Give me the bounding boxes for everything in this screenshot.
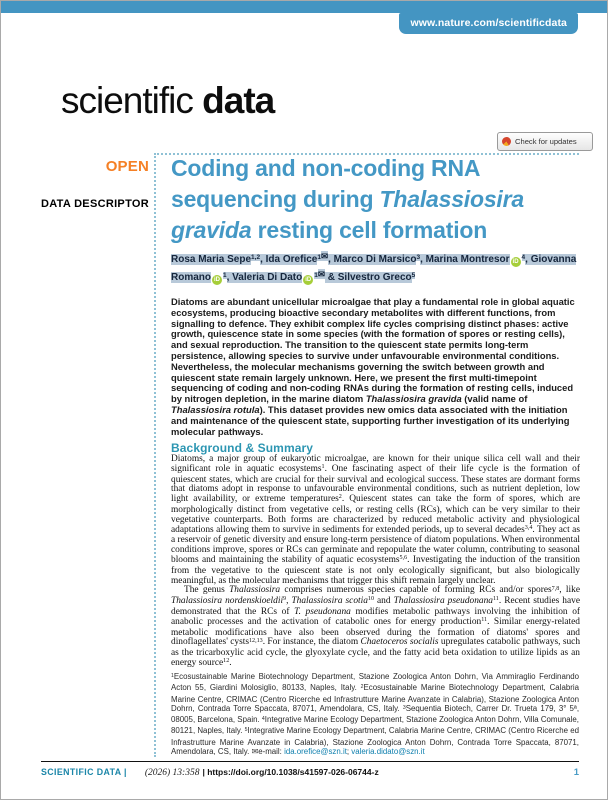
text-segment: Thalassiosira scotia [291,596,368,607]
text-segment: 10 [367,596,375,603]
text-segment: Thalassiosira pseudonana [393,596,493,607]
data-descriptor-label: DATA DESCRIPTOR [41,198,149,210]
check-for-updates-button[interactable] [497,132,593,151]
text-segment: 4 [521,254,526,262]
background-summary-heading: Background & Summary [171,441,314,455]
footer-citation: (2026) 13:358 [144,768,200,778]
authors-line [171,251,578,287]
text-segment: Thalassiosira gravida [171,186,524,243]
email-link[interactable]: valeria.didato@szn.it [351,747,425,757]
dotted-divider-vertical [154,153,156,757]
text-segment: Sequentia Biotech, Carrer Dr. Trueta 179, 3° 5ª, 08005, Barcelona, Spain. [171,703,580,725]
text-segment: 3,4 [524,524,533,531]
text-segment: 11 [492,596,499,603]
text-segment: 5 [244,727,248,734]
email-link[interactable]: ida.orefice@szn.it [284,747,347,757]
footer-doi-link[interactable]: | https://doi.org/10.1038/s41597-026-06744-z [202,767,379,777]
body-paragraph-2 [171,586,580,669]
orcid-icon: iD [214,277,220,283]
body-paragraph-1 [171,455,580,586]
logo-text-bold: data [202,80,275,121]
text-segment: Thalassiosira nordenskioeldii [171,596,284,607]
text-segment: , like [559,585,580,596]
text-segment: . Quiescent states can take the form of spores, which are morphologically distinct from vegetative cells, or resting cells (RCs), which can be very similar to their vegetative counterparts. Both forms are characterized by reduced metabolic activity and physiological adaptations allowing them to survive in sediments for extended periods, up to several decades [171,494,580,535]
text-segment: Integrative Marine Ecology Department, Stazione Zoologica Anton Dohrn, Villa Comunale, 80121, Naples, Italy. [171,715,579,736]
abstract-text [171,297,579,437]
text-segment: 9 [283,596,287,603]
text-segment: (valid name of [461,393,528,405]
text-segment: 7,8 [551,585,560,592]
text-segment: . For instance, the diatom [262,637,361,648]
text-segment: 1 [317,254,321,262]
text-segment: , Marina Montresor [420,254,510,265]
text-segment: 11 [481,617,488,624]
text-segment: & Silvestro Greco [324,272,412,283]
affiliations-footnotes [171,672,579,756]
journal-url-tab[interactable] [399,13,578,34]
text-segment: upregulates catabolic pathways, such as the tricarboxylic acid cycle, the glyoxylate cycle, and the fatty acid beta oxidation to utilize lipids as an energy source [171,637,581,668]
text-segment: Ecosustainable Marine Biotechnology Department, Stazione Zoologica Anton Dohrn, Via Ammiraglio Ferdinando Acton 55, Giardini Molosiglio, 80133, Naples, Italy. [171,672,579,693]
text-segment: 5 [411,272,416,280]
text-segment: Diatoms are abundant unicellular microalgae that play a fundamental role in global aquatic ecosystems, producing bioactive secondary metabolites with different functions, from signalling to defence. They exhibit complex life cycles comprising distinct phases: active growth, quiescence state in some species (with the formation of spores or resting cells), and sexual reproduction. The transition to the quiescent state permits long-term persistence, allowing species to survive under unfavourable environmental conditions. Nevertheless, the molecular mechanisms governing the switch between growth and quiescent state remain largely unknown. Here, we present the first multi-timepoint sequencing of coding and non-coding RNAs during the formation of resting cells, induced by nitrogen depletion, in the marine diatom [171,296,575,405]
text-segment: 5,6 [399,555,408,562]
envelope-icon: ✉ [320,251,329,262]
text-segment: 4 [261,715,265,722]
envelope-icon: ✉ [251,747,259,757]
text-segment: . Similar energy-related metabolic modifications have also been observed during the formation of diatoms' spores and dinoflagellates' cysts [171,616,580,648]
check-for-updates-label: Check for updates [515,137,577,146]
text-segment: Chaetoceros socialis [360,637,439,648]
text-segment: 3 [402,704,406,711]
text-segment: Thalassiosira [229,585,281,596]
text-segment: , Ida Orefice [260,254,318,265]
text-segment: 1 [223,272,227,280]
orcid-icon: iD [512,259,519,265]
text-segment: resting cell formation [251,217,488,243]
footer-rule [41,761,579,762]
text-segment: Coding and non-coding RNA sequencing during [171,155,480,212]
text-segment: T. pseudonana [294,606,351,617]
text-segment: . Recent studies have demonstrated that the RCs of [171,596,580,617]
text-segment: 1,2 [251,254,261,262]
text-segment: Diatoms, a major group of eukaryotic microalgae, are known for their unique silica cell wall and their significant role in aquatic ecosystems [171,454,580,474]
top-bar [1,1,607,13]
text-segment: comprises numerous species capable of forming RCs and/or spores [280,585,552,596]
text-segment: Integrative Marine Ecology Department, Calabria Marine Centre, CRIMAC (Centro Ricerche ed Infrastrutture Marine Avanzate in Calabria), Stazione Zoologica Anton Dohrn, Contrada Torre Spaccata, 87071, Amendolara, CS, Italy. [171,726,579,757]
text-segment: Rosa Maria Sepe [171,254,252,265]
text-segment: , Giovanna Romano [171,254,577,283]
envelope-icon: ✉ [317,269,325,280]
journal-url: www.nature.com/scientificdata [410,17,567,29]
text-segment: , Valeria Di Dato [226,272,303,283]
text-segment: 1 [321,464,325,471]
footer [41,767,579,778]
open-access-label: OPEN [105,158,149,175]
text-segment: 2 [338,494,342,501]
text-segment: 1 [171,672,174,679]
logo-text-regular: scientific [61,80,203,121]
crossmark-icon [502,137,511,146]
text-segment: . One fascinating aspect of their life cycle is the formation of quiescent states, which are crucial for their survival and ecological success. These states are dormant forms that diatoms adopt in response to unfavourable environmental conditions, such as nutrient depletion, low light availability, or extreme temperatures [171,463,580,505]
text-segment: 2 [360,684,364,690]
text-segment: ; [346,747,352,757]
text-segment: . Investigating the induction of the transition from the vegetative to the quiescent state is not only ecologically significant, but also biologically meaningful, as the molecular mechanisms that trigger this shift remain largely unclear. [171,554,580,586]
footer-page-number: 1 [573,767,579,778]
journal-logo [61,80,274,122]
text-segment: e-mail: [258,747,285,757]
text-segment: Ecosustainable Marine Biotechnology Department, Calabria Marine Centre, CRIMAC (Centro Ricerche ed Infrastrutture Marine Avanzate in Calabria), Stazione Zoologica Anton Dohrn, Contrada Torre Spaccata, 87071, Amendolara, CS, Italy. [171,683,579,713]
text-segment: 12,13 [249,637,263,644]
orcid-icon: iD [305,277,312,283]
text-segment: . [229,657,232,668]
body-text [171,455,580,670]
footer-journal-name: SCIENTIFIC DATA | [41,767,127,777]
text-segment: and [374,596,394,607]
text-segment: The genus [184,585,230,596]
text-segment: Thalassiosira gravida [365,393,462,405]
text-segment: ). This dataset provides new omics data associated with the initiation and maintenance of the quiescent state, supporting further investigation of its underlying molecular pathways. [171,403,570,437]
text-segment: 12 [223,658,230,665]
text-segment: , [286,596,292,607]
text-segment: . They act as a reservoir of genetic diversity and ensure long-term persistence of diatom populations. When environmental conditions improve, spores or RCs can germinate and repopulate the water column, contributing to seasonal blooms and maintaining the stability of aquatic ecosystems [171,524,580,565]
text-segment: Thalassiosira rotula [171,403,260,415]
text-segment: , Marco Di Marsico [328,254,417,265]
text-segment: modifies metabolic pathways involving the inhibition of anabolic processes and the activation of catabolic ones for energy production [171,606,581,627]
text-segment: 1 [314,272,318,280]
article-title [171,153,575,246]
text-segment: 3 [416,254,421,262]
